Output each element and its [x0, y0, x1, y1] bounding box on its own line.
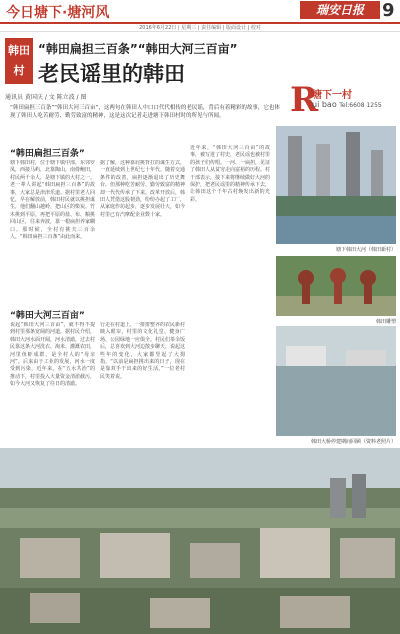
page-number: 9 — [382, 0, 395, 21]
article-column-3: 说起“韩田大河三百亩”，就不得不提到村里那条宽阔的河道。据村民介绍，韩田大河水面开阔，河水清澈，过去村民靠这条大河洗衣、淘米、灌溉农田，河里鱼虾成群，是全村人的“母亲河”。后来由于工业的发展，河水一度受到污染，近年来，在“五水共治”的推动下，村里投入大量资金清淤截污，如今大河又恢复了往日的清澈。 — [10, 322, 95, 388]
photo4-caption: 韩田大桥停建期间回顾（资料老照片） — [310, 439, 396, 445]
page-header — [0, 0, 400, 22]
photo2-caption: 韩田雕塑 — [375, 319, 396, 325]
section-title: 今日塘下·塘河风 — [6, 5, 110, 21]
village-tag: 韩田村 — [5, 38, 33, 84]
article-column-5: 近年来，“韩田大河三百亩”的故事，被写进了村史，老民谣也被村里的孩子们传唱。一河、一扁担，见证了韩田人从贫穷走向富裕的历程。村干部表示，接下来将继续做好大河的保护，把老民谣里的精神传承下去，让韩田这个千年古村焕发出新的光彩。 — [190, 145, 270, 203]
photo-towers — [276, 126, 396, 244]
masthead-letter: R — [290, 80, 319, 120]
towers-image — [276, 126, 396, 244]
masthead-title: 塘下一村 — [312, 90, 352, 101]
aerial-village-photo — [0, 448, 400, 634]
sculpture-image — [276, 256, 396, 316]
article-credit: 通讯员 黄国庆 / 文 陈立波 / 图 — [5, 94, 87, 101]
column-masthead — [290, 80, 398, 122]
masthead-subtitle — [312, 100, 382, 109]
article-column-2: 据了解，这种靠肩挑背扛的谋生方式，一直延续到上世纪七十年代。随着交通条件的改善，扁担逐渐退出了历史舞台，但那种吃苦耐劳、勤劳致富的精神却一代代传承了下来。改革开放后，韩田人凭借这股韧劲，纷纷办起了工厂，从家庭作坊起步，逐步发展壮大，如今村里已有汽摩配企业数十家。 — [100, 160, 185, 218]
masthead-subtitle-text: ui bao — [312, 100, 337, 109]
photo1-caption: 塘下韩田大河（韩田新村） — [335, 247, 396, 253]
article-lead: “韩田扁担三百条”“韩田大河三百亩”，这两句在韩田人中口口代代相传的老民谣，背后有着精彩的故事，它也体现了韩田人吃苦耐劳、勤劳致富的精神，这是这次记者走进塘下韩田村时的所见与所闻。 — [10, 105, 280, 119]
photo-riverside — [276, 326, 396, 436]
masthead-tel: Tel:6608 1255 — [339, 102, 382, 109]
article-column-1: 塘下韩田村，位于塘下镇中部，东邻罗凤，西接马屿，北靠陶山，南倚鲍田，村民两千余人，是塘下镇的大村之一。老一辈人讲起“韩田扁担三百条”的故事，大家总是津津乐道。据村里老人回忆，早在解放前，韩田村民就以挑担谋生，他们翻山越岭，把山区的柴炭、竹木挑到平原，再把平原的盐、布、粮挑回山区，往来奔波，靠一根扁担养家糊口。那时候，全村有挑夫三百余人，“韩田扁担三百条”由此而来。 — [10, 160, 95, 241]
dateline: 2016年6月22日 | 星期三 | 责任编辑 | 版面设计 | 校对 — [0, 22, 400, 32]
article-headline: 老民谣里的韩田 — [38, 62, 185, 86]
riverside-image — [276, 326, 396, 436]
section1-heading: “韩田扁担三百条” — [10, 149, 85, 159]
aerial-village-image — [0, 448, 400, 634]
newspaper-logo: 瑞安日报 — [300, 1, 380, 19]
section2-heading: “韩田大河三百亩” — [10, 311, 85, 321]
article-kicker: “韩田扁担三百条”“韩田大河三百亩” — [38, 42, 238, 56]
article-column-4: 行走在村道上，一排排整齐的农民新村映入眼帘，村里的文化礼堂、健身广场、公园绿地一应俱全。村民们茶余饭后，总喜欢到大河边散步聊天，说起这些年的变化，大家都竖起了大拇指。“以前是扁担挑出来的日子，现在是靠双手干出来的好生活。”一位老村民笑着说。 — [100, 322, 185, 380]
photo-sculpture — [276, 256, 396, 316]
